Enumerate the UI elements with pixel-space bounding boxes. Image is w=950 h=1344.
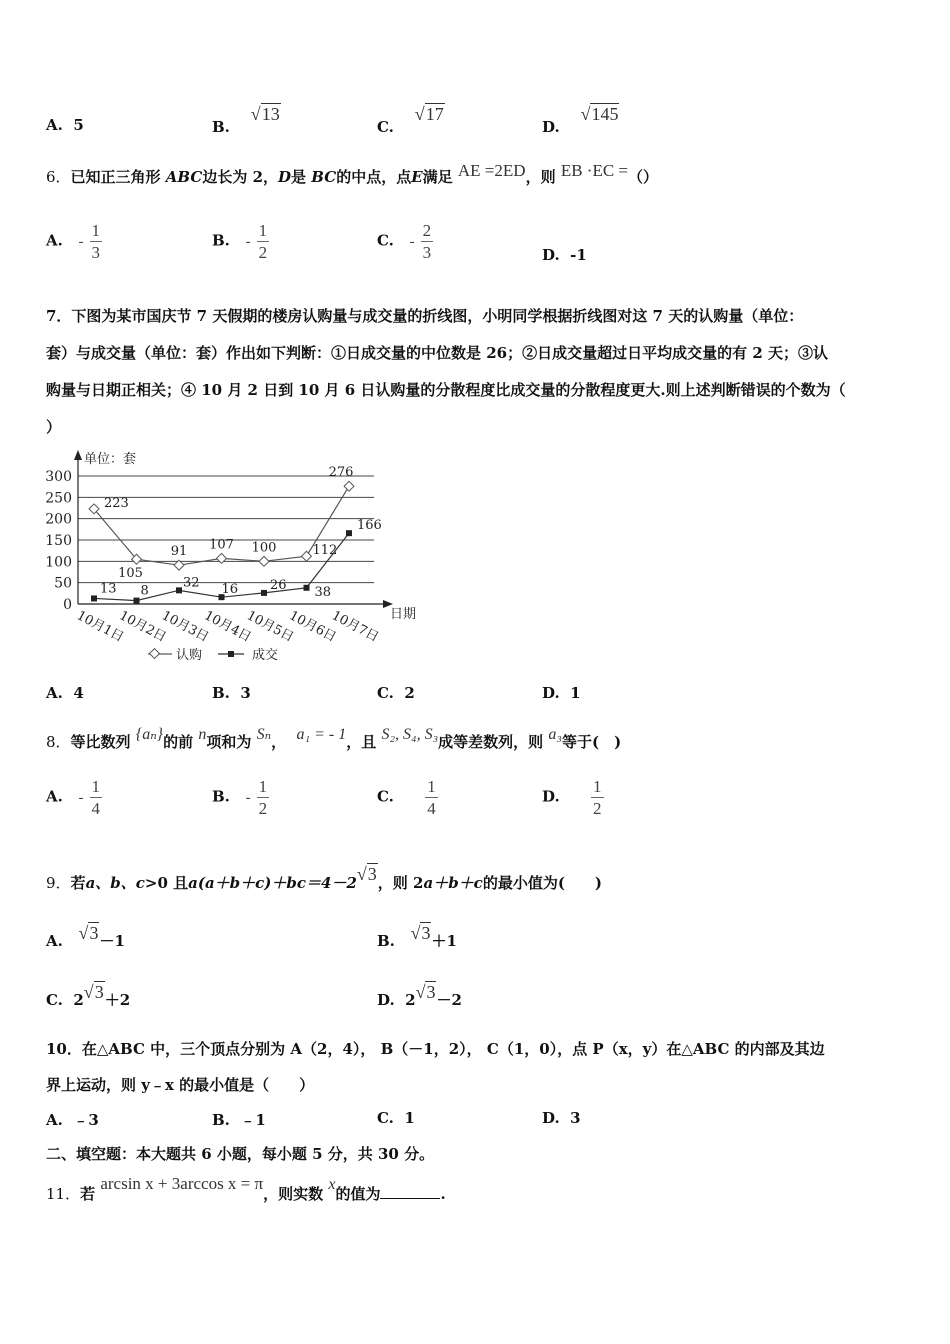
x-tick-label: 10月1日 <box>74 608 127 646</box>
y-tick-label: 100 <box>45 554 72 571</box>
data-label-成交: 16 <box>221 582 239 598</box>
question-9-stem: 9．若a、b、c>0 且a(a＋b＋c)＋bc＝4－2√3，则 2a＋b＋c的最小值为( ) <box>46 864 603 892</box>
chart-x-label: 日期 <box>390 607 417 622</box>
x-tick-label: 10月7日 <box>329 608 382 646</box>
point-成交 <box>134 598 140 604</box>
chart-y-axis <box>45 450 82 613</box>
y-tick-label: 50 <box>54 575 72 592</box>
q6-option-d: D. -1 <box>542 246 587 264</box>
x-tick-label: 10月2日 <box>116 608 169 646</box>
q5-option-c: C. √17 <box>377 104 444 136</box>
data-label-认购: 100 <box>251 540 277 556</box>
q6-option-b: B. - $\frac{1}{2}$ <box>212 221 268 262</box>
y-tick-label: 0 <box>63 597 72 613</box>
q7-option-b: B. 3 <box>212 684 251 702</box>
y-tick-label: 300 <box>45 469 72 485</box>
answer-blank[interactable] <box>380 1184 440 1199</box>
point-成交 <box>304 585 310 591</box>
data-label-成交: 8 <box>140 583 149 599</box>
question-8-stem: 8．等比数列 {aₙ}的前 n项和为 Sₙ， a₁ = - 1，且 S₂, S₄, S₃成等差数列，则 a₃等于( ) <box>46 726 622 751</box>
legend-series-2: 成交 <box>252 648 279 663</box>
q9-option-d: D. 2√3－2 <box>377 982 462 1009</box>
point-成交 <box>346 530 352 536</box>
data-label-成交: 166 <box>357 518 382 534</box>
legend-diamond-marker <box>150 649 160 659</box>
q9-option-b: B. √3＋1 <box>377 923 457 950</box>
data-label-认购: 105 <box>118 566 143 582</box>
x-tick-label: 10月4日 <box>201 608 254 646</box>
y-tick-label: 200 <box>45 511 72 528</box>
question-7-line-4: ） <box>46 418 62 436</box>
q10-option-d: D. 3 <box>542 1109 581 1127</box>
q8-option-b: B. - $\frac{1}{2}$ <box>212 777 268 818</box>
legend-square-marker <box>228 651 234 657</box>
q7-option-d: D. 1 <box>542 684 581 702</box>
point-认购 <box>344 481 354 491</box>
q6-option-c: C. - $\frac{2}{3}$ <box>377 221 432 262</box>
y-tick-label: 150 <box>45 533 72 549</box>
question-10-line-1: 10．在△ABC 中，三个顶点分别为 A（2，4）， B（－1，2）， C（1，0），点 P（x，y）在△ABC 的内部及其边 <box>46 1040 825 1058</box>
q6-option-a: A. - $\frac{1}{3}$ <box>46 221 101 262</box>
data-label-成交: 26 <box>270 577 287 593</box>
q8-option-d: D. $\frac{1}{2}$ <box>542 777 602 818</box>
q8-option-a: A. - $\frac{1}{4}$ <box>46 777 101 818</box>
q10-option-a: A. ﹣3 <box>46 1111 99 1129</box>
data-label-成交: 38 <box>314 584 332 600</box>
q7-option-c: C. 2 <box>377 684 415 702</box>
q9-option-c: C. 2√3＋2 <box>46 982 131 1009</box>
line-chart <box>44 446 434 670</box>
x-tick-label: 10月5日 <box>244 608 297 646</box>
legend-series-1: 认购 <box>176 648 203 663</box>
point-成交 <box>261 590 267 596</box>
x-tick-label: 10月3日 <box>159 608 212 646</box>
question-7-line-3: 购量与日期正相关；④ 10 月 2 日到 10 月 6 日认购量的分散程度比成交量的分散程度更大.则上述判断错误的个数为（ <box>46 381 846 399</box>
question-6-stem: 6．已知正三角形 ABC边长为 2，D是 BC的中点，点E满足 AE =2ED，则 EB ·EC =（） <box>46 161 659 186</box>
question-10-line-2: 界上运动，则 y﹣x 的最小值是（ ） <box>46 1076 315 1094</box>
point-成交 <box>176 587 182 593</box>
q10-option-c: C. 1 <box>377 1109 415 1127</box>
q5-option-d: D. √145 <box>542 104 619 136</box>
data-label-认购: 223 <box>104 495 129 511</box>
data-label-成交: 13 <box>100 581 117 597</box>
chart-legend <box>148 647 278 663</box>
q5-option-a: A. 5 <box>46 116 84 134</box>
data-label-认购: 91 <box>170 544 188 560</box>
point-成交 <box>91 595 97 601</box>
q8-option-c: C. $\frac{1}{4}$ <box>377 777 436 818</box>
q9-option-a: A. √3－1 <box>46 923 125 950</box>
question-7-line-2: 套）与成交量（单位：套）作出如下判断：①日成交量的中位数是 26；②日成交量超过日平均成交量的有 2 天；③认 <box>46 344 828 362</box>
section-heading: 二、填空题：本大题共 6 小题，每小题 5 分，共 30 分。 <box>46 1145 435 1163</box>
chart-y-label: 单位：套 <box>84 452 137 467</box>
y-axis-arrow <box>74 450 82 460</box>
q7-option-a: A. 4 <box>46 684 84 702</box>
x-tick-label: 10月6日 <box>286 608 339 646</box>
question-7-line-1: 7．下图为某市国庆节 7 天假期的楼房认购量与成交量的折线图，小明同学根据折线图对这 7 天的认购量（单位： <box>46 307 804 325</box>
q10-option-b: B. ﹣1 <box>212 1111 266 1129</box>
data-label-认购: 276 <box>328 465 354 481</box>
y-tick-label: 250 <box>45 490 72 507</box>
point-认购 <box>259 556 269 566</box>
data-label-成交: 32 <box>183 575 200 591</box>
point-认购 <box>302 551 312 561</box>
q5-option-b: B. √13 <box>212 104 280 136</box>
data-label-认购: 112 <box>312 543 338 559</box>
data-label-认购: 107 <box>209 537 234 553</box>
chart-x-axis <box>74 600 393 645</box>
question-11-stem: 11．若 arcsin x + 3arccos x = π，则实数 x的值为 . <box>46 1174 446 1203</box>
